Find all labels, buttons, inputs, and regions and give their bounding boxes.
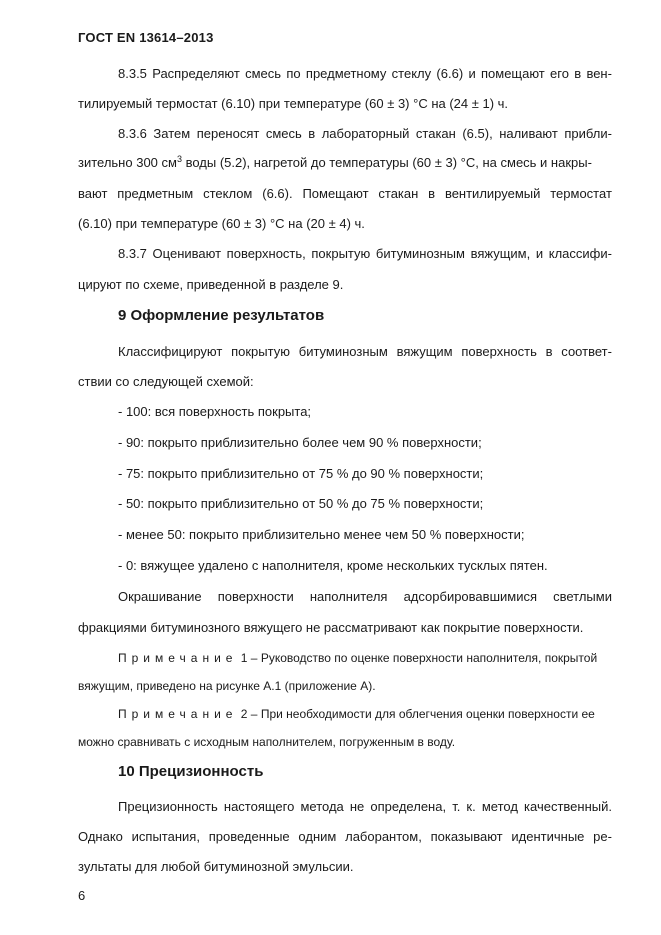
list-item: - 90: покрыто приблизительно более чем 90 % поверхности; [118,435,482,450]
word: стакан [415,126,456,141]
word: метода [300,799,344,814]
word: классифи- [548,246,612,261]
staining-paragraph-line-1 [118,589,612,605]
word: его [550,66,569,81]
paragraph-8-3-6-line-2: зительно 300 $см^3$ воды (5.2), нагретой до температуры (60 ± 3) °С, на смесь и накры- [78,154,592,170]
note-label: Примечание [118,651,238,665]
word: (6.6). [262,186,293,201]
word: Классифицируют [118,344,223,359]
word: Затем [153,126,191,141]
word: определена, [370,799,447,814]
word: покрытую [311,246,371,261]
word: вяжущим, [470,246,531,261]
paragraph-8-3-5-line-1 [118,66,612,82]
word: помещают [480,66,545,81]
paragraph-8-3-7-line-2: цируют по схеме, приведенной в разделе 9. [78,277,344,292]
word: предметным [117,186,194,201]
word: светлыми [553,589,612,604]
note-2-line-2: можно сравнивать с исходным наполнителем, погруженным в воду. [78,735,456,749]
word: (6.6) [436,66,464,81]
section-9-intro-line-1 [118,344,612,360]
note-2-line-1: Примечание 2 – При необходимости для облегчения оценки поверхности ее [118,707,595,721]
word: по [286,66,301,81]
word: 8.3.5 [118,66,147,81]
word: Прецизионность [118,799,218,814]
word: стакан [378,186,419,201]
word: лаборантом, [345,829,422,844]
word: наполнителя [309,589,388,604]
word: стеклом [203,186,253,201]
word: в [308,126,316,141]
word: смесь [245,66,282,81]
word: битуминозным [298,344,388,359]
paragraph-8-3-6-line-3 [78,186,612,202]
word: наливают [499,126,558,141]
word: и [535,246,544,261]
section-10-heading: 10 Прецизионность [118,763,264,780]
section-10-line-2 [78,829,612,845]
word: Окрашивание [118,589,202,604]
word: вентилируемый [444,186,541,201]
paragraph-8-3-5-line-2: тилируемый термостат (6.10) при температуре (60 ± 3) °С на (24 ± 1) ч. [78,96,509,111]
word: вают [78,186,108,201]
word: в [574,66,582,81]
note-1-line-1: Примечание 1 – Руководство по оценке поверхности наполнителя, покрытой [118,651,598,665]
word: стеклу [391,66,432,81]
word: Однако [78,829,123,844]
paragraph-8-3-6-line-4: (6.10) при температуре (60 ± 3) °С на (20 ± 4) ч. [78,216,365,231]
section-9-intro-line-2: ствии со следующей схемой: [78,374,254,389]
document-header: ГОСТ EN 13614–2013 [78,30,214,45]
word: проведенные [208,829,290,844]
word: качественный. [524,799,612,814]
word: лабораторный [321,126,410,141]
word: настоящего [223,799,295,814]
word: поверхность [461,344,537,359]
word: поверхность, [226,246,306,261]
word: к. [466,799,476,814]
word: адсорбировавшимися [403,589,537,604]
word: Оценивают [152,246,222,261]
word: поверхности [217,589,294,604]
paragraph-8-3-6-line-1 [118,126,612,142]
note-1-line-2: вяжущим, приведено на рисунке А.1 (приложение А). [78,679,376,693]
word: в [428,186,436,201]
paragraph-8-3-7-line-1 [118,246,612,262]
word: одним [298,829,337,844]
word: вяжущим [396,344,453,359]
list-item: - 75: покрыто приблизительно от 75 % до 90 % поверхности; [118,466,484,481]
word: прибли- [564,126,612,141]
word: в [545,344,553,359]
word: смесь [265,126,302,141]
section-10-line-3: зультаты для любой битуминозной эмульсии. [78,859,354,874]
word: Помещают [302,186,369,201]
staining-paragraph-line-2: фракциями битуминозного вяжущего не рассматривают как покрытие поверхности. [78,620,584,635]
word: 8.3.7 [118,246,147,261]
word: и [468,66,476,81]
word: не [349,799,365,814]
word: метод [481,799,518,814]
page-number: 6 [78,888,86,903]
word: термостат [550,186,612,201]
list-item: - менее 50: покрыто приблизительно менее чем 50 % поверхности; [118,527,525,542]
word: т. [452,799,461,814]
word: вен- [586,66,612,81]
word: битуминозным [375,246,465,261]
section-10-line-1 [118,799,612,815]
word: Распределяют [152,66,240,81]
section-9-heading: 9 Оформление результатов [118,307,325,324]
list-item: - 50: покрыто приблизительно от 50 % до 75 % поверхности; [118,496,484,511]
word: показывают [430,829,503,844]
list-item: - 100: вся поверхность покрыта; [118,404,312,419]
word: соответ- [561,344,612,359]
word: 8.3.6 [118,126,147,141]
word: покрытую [231,344,290,359]
word: предметному [305,66,387,81]
word: идентичные [511,829,585,844]
word: переносят [196,126,260,141]
word: (6.5), [462,126,493,141]
note-label: Примечание [118,707,238,721]
word: ре- [593,829,612,844]
list-item: - 0: вяжущее удалено с наполнителя, кроме нескольких тусклых пятен. [118,558,548,573]
word: испытания, [131,829,200,844]
